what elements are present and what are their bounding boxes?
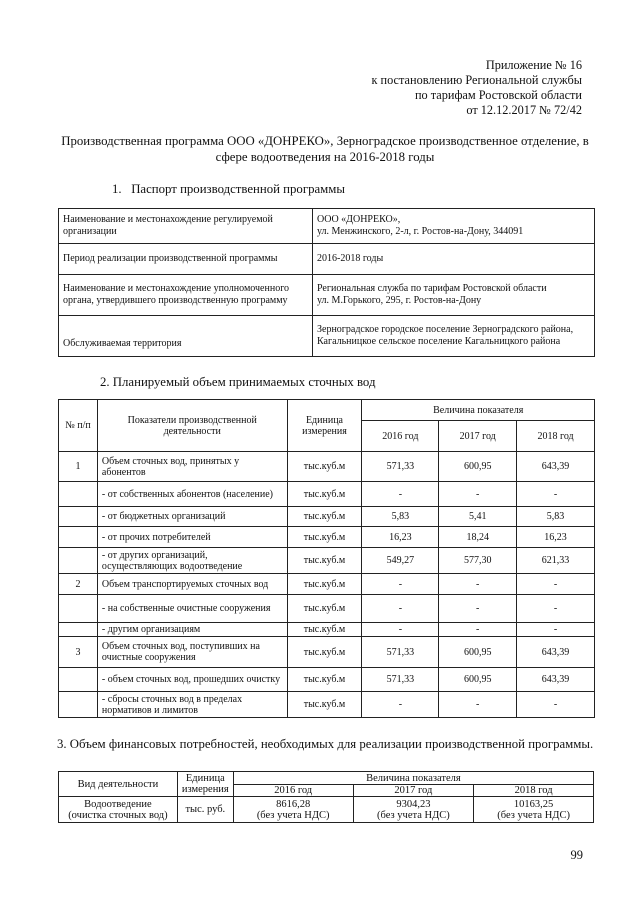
passport-label: Период реализации производственной программы (59, 244, 313, 275)
row-value-2016: - (362, 574, 439, 595)
row-value-2018: 643,39 (517, 452, 595, 482)
passport-row (59, 316, 595, 357)
row-indicator: Объем сточных вод, поступивших на очистные сооружения (97, 637, 287, 668)
table-row (59, 668, 595, 692)
row-value-2017: - (439, 574, 517, 595)
passport-label: Обслуживаемая территория (59, 316, 313, 357)
row-value-2018: - (517, 692, 595, 718)
header-unit: Единица измерения (287, 400, 362, 452)
passport-label: Наименование и местонахождение регулируемой организации (59, 209, 313, 244)
table-row (59, 595, 595, 623)
row-unit: тыс. руб. (177, 797, 233, 823)
table-row (59, 574, 595, 595)
row-indicator: - другим организациям (97, 623, 287, 637)
passport-row (59, 244, 595, 275)
row-value-2018: - (517, 574, 595, 595)
row-unit: тыс.куб.м (287, 692, 362, 718)
row-value-2017: 600,95 (439, 452, 517, 482)
row-indicator: - от собственных абонентов (население) (97, 482, 287, 507)
row-num (59, 482, 98, 507)
appendix-block (371, 58, 582, 118)
passport-value-line: ООО «ДОНРЕКО», (317, 214, 401, 225)
appendix-line: к постановлению Региональной службы (371, 73, 582, 87)
row-value-2018 (474, 797, 594, 823)
section-1-heading: 1. Паспорт производственной программы (112, 182, 345, 196)
header-year-2018: 2018 год (474, 785, 594, 797)
table-row (59, 692, 595, 718)
table-row (59, 452, 595, 482)
row-indicator: - на собственные очистные сооружения (97, 595, 287, 623)
header-year-2016: 2016 год (233, 785, 353, 797)
row-unit: тыс.куб.м (287, 452, 362, 482)
row-value-2016: - (362, 595, 439, 623)
finance-table (58, 771, 594, 823)
row-unit: тыс.куб.м (287, 668, 362, 692)
passport-value: 2016-2018 годы (313, 244, 595, 275)
row-num: 1 (59, 452, 98, 482)
row-unit: тыс.куб.м (287, 595, 362, 623)
row-unit: тыс.куб.м (287, 637, 362, 668)
row-value-2016 (233, 797, 353, 823)
row-value-2017: 600,95 (439, 668, 517, 692)
value: 9304,23 (396, 798, 431, 810)
row-value-2017: 18,24 (439, 527, 517, 548)
row-value-2017: - (439, 595, 517, 623)
row-value-2017 (353, 797, 474, 823)
passport-value-line: ул. Менжинского, 2-л, г. Ростов-на-Дону, 344091 (317, 226, 524, 237)
passport-table (58, 208, 595, 357)
passport-label: Наименование и местонахождение уполномоченного органа, утвердившего производственную программу (59, 275, 313, 316)
table-row (59, 527, 595, 548)
volume-table (58, 399, 595, 718)
passport-value (313, 275, 595, 316)
row-value-2018: - (517, 482, 595, 507)
row-value-2016: - (362, 692, 439, 718)
document-title (56, 133, 594, 165)
row-value-2018: 643,39 (517, 637, 595, 668)
row-value-2017: 600,95 (439, 637, 517, 668)
table-row (59, 797, 594, 823)
row-value-2016: 549,27 (362, 548, 439, 574)
appendix-line: от 12.12.2017 № 72/42 (466, 103, 582, 117)
row-value-2018: 5,83 (517, 507, 595, 527)
row-unit: тыс.куб.м (287, 527, 362, 548)
passport-value-line: Региональная служба по тарифам Ростовской области (317, 283, 547, 294)
row-value-2016: 16,23 (362, 527, 439, 548)
page-number: 99 (570, 848, 583, 862)
header-num: № п/п (59, 400, 98, 452)
row-indicator: - объем сточных вод, прошедших очистку (97, 668, 287, 692)
row-num (59, 595, 98, 623)
row-value-2016: 5,83 (362, 507, 439, 527)
header-indicator: Показатели производственной деятельности (97, 400, 287, 452)
table-row (59, 507, 595, 527)
row-value-2018: 16,23 (517, 527, 595, 548)
row-unit: тыс.куб.м (287, 507, 362, 527)
row-value-2018: - (517, 623, 595, 637)
row-value-2018: - (517, 595, 595, 623)
row-num (59, 548, 98, 574)
table-row (59, 548, 595, 574)
appendix-line: Приложение № 16 (485, 58, 582, 72)
row-value-2016: - (362, 623, 439, 637)
header-year-2018: 2018 год (517, 421, 595, 452)
row-value-2018: 643,39 (517, 668, 595, 692)
row-value-2017: - (439, 692, 517, 718)
row-unit: тыс.куб.м (287, 574, 362, 595)
row-unit: тыс.куб.м (287, 623, 362, 637)
row-value-2016: 571,33 (362, 637, 439, 668)
volume-header-row (59, 400, 595, 421)
row-value-2017: 5,41 (439, 507, 517, 527)
row-value-2017: - (439, 482, 517, 507)
header-year-2017: 2017 год (439, 421, 517, 452)
row-value-2016: 571,33 (362, 452, 439, 482)
passport-value-line: ул. М.Горького, 295, г. Ростов-на-Дону (317, 295, 482, 306)
row-indicator: - от бюджетных организаций (97, 507, 287, 527)
header-year-2017: 2017 год (353, 785, 474, 797)
value-note: (без учета НДС) (256, 809, 330, 821)
title-line: Производственная программа ООО «ДОНРЕКО», Зерноградское производственное отделение, в (61, 134, 589, 148)
appendix-line: по тарифам Ростовской области (414, 88, 582, 102)
row-unit: тыс.куб.м (287, 548, 362, 574)
row-indicator: Объем транспортируемых сточных вод (97, 574, 287, 595)
row-num: 3 (59, 637, 98, 668)
row-num (59, 692, 98, 718)
passport-row (59, 209, 595, 244)
section-2-heading: 2. Планируемый объем принимаемых сточных вод (100, 375, 376, 389)
activity-line: (очистка сточных вод) (68, 809, 168, 821)
value-note: (без учета НДС) (497, 809, 570, 821)
section-3-heading: 3. Объем финансовых потребностей, необходимых для реализации производственной программы. (57, 737, 594, 751)
finance-header-row (59, 772, 594, 785)
table-row (59, 623, 595, 637)
passport-row (59, 275, 595, 316)
row-value-2017: - (439, 623, 517, 637)
value-note: (без учета НДС) (377, 809, 450, 821)
row-num (59, 507, 98, 527)
row-num (59, 527, 98, 548)
header-year-2016: 2016 год (362, 421, 439, 452)
activity-line: Водоотведение (84, 798, 152, 810)
row-value-2018: 621,33 (517, 548, 595, 574)
value: 10163,25 (513, 798, 554, 810)
row-num (59, 668, 98, 692)
value: 8616,28 (276, 798, 311, 810)
row-indicator: - от других организаций, осуществляющих водоотведение (97, 548, 287, 574)
row-value-2016: 571,33 (362, 668, 439, 692)
header-unit: Единица измерения (177, 772, 233, 797)
row-indicator: - сбросы сточных вод в пределах нормативов и лимитов (97, 692, 287, 718)
title-line: сфере водоотведения на 2016-2018 годы (215, 150, 435, 164)
row-value-2016: - (362, 482, 439, 507)
row-unit: тыс.куб.м (287, 482, 362, 507)
row-indicator: Объем сточных вод, принятых у абонентов (97, 452, 287, 482)
table-row (59, 637, 595, 668)
table-row (59, 482, 595, 507)
header-value: Величина показателя (233, 772, 593, 785)
row-indicator: - от прочих потребителей (97, 527, 287, 548)
row-activity (59, 797, 178, 823)
row-value-2017: 577,30 (439, 548, 517, 574)
passport-value (313, 209, 595, 244)
row-num (59, 623, 98, 637)
passport-value: Зерноградское городское поселение Зерноградского района, Кагальницкое сельское поселение Кагальницкого района (313, 316, 595, 357)
header-activity: Вид деятельности (59, 772, 178, 797)
row-num: 2 (59, 574, 98, 595)
header-value: Величина показателя (362, 400, 595, 421)
